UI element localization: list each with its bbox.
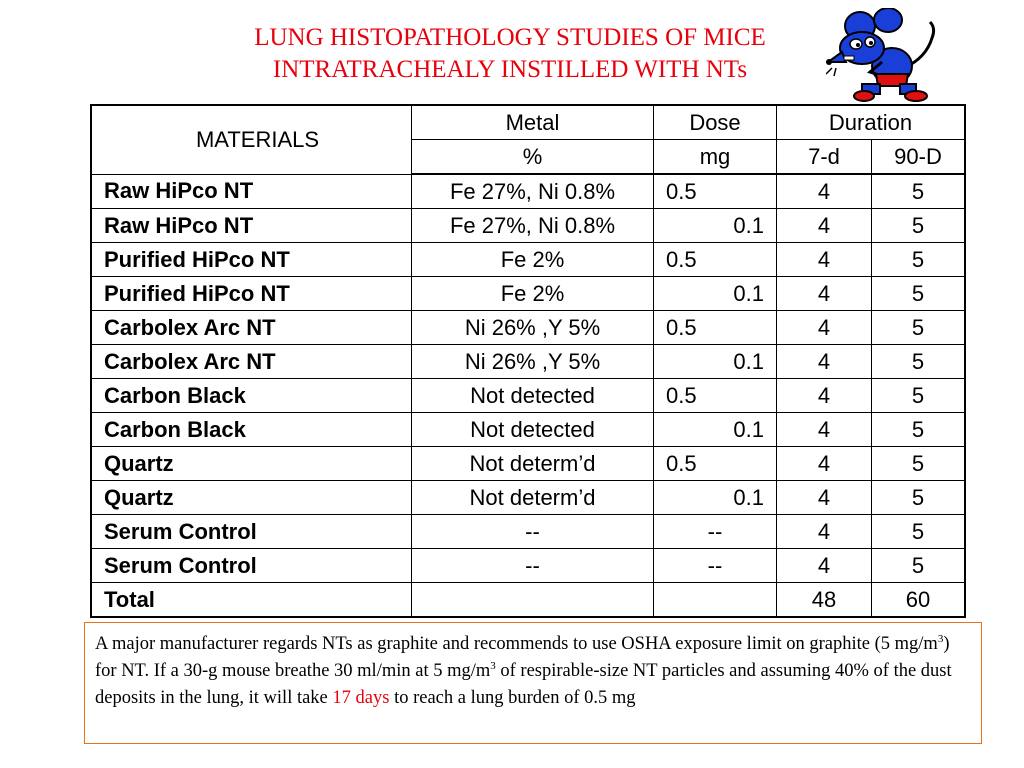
header-7d: 7-d bbox=[777, 140, 872, 175]
cell-90d: 5 bbox=[872, 413, 966, 447]
note-box bbox=[84, 622, 982, 744]
table-header-row-1 bbox=[91, 105, 965, 140]
cell-material: Serum Control bbox=[91, 549, 412, 583]
cell-metal: Fe 27%, Ni 0.8% bbox=[412, 174, 654, 209]
cell-90d: 5 bbox=[872, 174, 966, 209]
cell-dose: 0.1 bbox=[654, 481, 777, 515]
cell-90d: 5 bbox=[872, 209, 966, 243]
cell-dose: 0.5 bbox=[654, 174, 777, 209]
cell-90d: 5 bbox=[872, 277, 966, 311]
mouse-eye bbox=[850, 39, 862, 49]
cell-90d: 5 bbox=[872, 481, 966, 515]
cell-metal: Ni 26% ,Y 5% bbox=[412, 311, 654, 345]
cell-metal: Fe 2% bbox=[412, 243, 654, 277]
title-line-1: LUNG HISTOPATHOLOGY STUDIES OF MICE bbox=[254, 24, 766, 51]
table-total-row bbox=[91, 583, 965, 618]
cell-material: Purified HiPco NT bbox=[91, 277, 412, 311]
cell-7d: 4 bbox=[777, 311, 872, 345]
page-title bbox=[150, 22, 870, 86]
table-row bbox=[91, 515, 965, 549]
cell-dose: -- bbox=[654, 515, 777, 549]
mouse-shoe-left bbox=[854, 91, 874, 101]
mouse-nose bbox=[826, 59, 832, 65]
cell-material: Carbolex Arc NT bbox=[91, 345, 412, 379]
cell-7d: 4 bbox=[777, 243, 872, 277]
cell-material: Serum Control bbox=[91, 515, 412, 549]
cell-7d: 4 bbox=[777, 209, 872, 243]
total-dose-empty bbox=[654, 583, 777, 618]
cell-dose: 0.1 bbox=[654, 209, 777, 243]
table-row bbox=[91, 345, 965, 379]
cell-material: Quartz bbox=[91, 447, 412, 481]
cell-metal: Not detected bbox=[412, 413, 654, 447]
table-row bbox=[91, 277, 965, 311]
header-metal-unit: % bbox=[412, 140, 654, 175]
cell-90d: 5 bbox=[872, 515, 966, 549]
title-line-2: INTRATRACHEALY INSTILLED WITH NTs bbox=[272, 56, 748, 83]
cartoon-mouse-image bbox=[826, 8, 940, 102]
total-metal-empty bbox=[412, 583, 654, 618]
note-text-3: of respirable-size NT particles and assuming 40% of the dust deposits in the lung, it will take bbox=[95, 661, 952, 708]
header-90d: 90-D bbox=[872, 140, 966, 175]
cell-90d: 5 bbox=[872, 447, 966, 481]
header-dose-unit: mg bbox=[654, 140, 777, 175]
cell-90d: 5 bbox=[872, 345, 966, 379]
cell-metal: Not determ’d bbox=[412, 447, 654, 481]
cell-dose: 0.1 bbox=[654, 277, 777, 311]
cell-7d: 4 bbox=[777, 174, 872, 209]
cell-dose: 0.1 bbox=[654, 413, 777, 447]
total-label: Total bbox=[91, 583, 412, 618]
table-row bbox=[91, 311, 965, 345]
cell-metal: Fe 27%, Ni 0.8% bbox=[412, 209, 654, 243]
note-sup-2: 3 bbox=[490, 659, 496, 672]
note-sup-1: 3 bbox=[937, 632, 944, 645]
table-row bbox=[91, 481, 965, 515]
note-text-1: A major manufacturer regards NTs as graphite and recommends to use OSHA exposure limit on graphite (5 mg/m bbox=[95, 634, 938, 654]
cell-material: Carbolex Arc NT bbox=[91, 311, 412, 345]
note-text-2: ) for NT. If a 30-g mouse breathe 30 ml/min at 5 mg/m bbox=[95, 634, 950, 681]
materials-table bbox=[90, 104, 966, 618]
header-duration: Duration bbox=[777, 105, 966, 140]
header-metal: Metal bbox=[412, 105, 654, 140]
total-7d: 48 bbox=[777, 583, 872, 618]
cell-material: Raw HiPco NT bbox=[91, 174, 412, 209]
cell-7d: 4 bbox=[777, 481, 872, 515]
cell-material: Carbon Black bbox=[91, 413, 412, 447]
header-dose: Dose bbox=[654, 105, 777, 140]
table-row bbox=[91, 379, 965, 413]
cell-90d: 5 bbox=[872, 379, 966, 413]
cell-7d: 4 bbox=[777, 549, 872, 583]
table-row bbox=[91, 243, 965, 277]
cell-material: Purified HiPco NT bbox=[91, 243, 412, 277]
mouse-ear-right bbox=[874, 8, 902, 32]
mouse-shoe-right bbox=[905, 91, 927, 101]
cell-dose: 0.5 bbox=[654, 243, 777, 277]
cell-material: Raw HiPco NT bbox=[91, 209, 412, 243]
cell-material: Quartz bbox=[91, 481, 412, 515]
note-text-4: to reach a lung burden of 0.5 mg bbox=[389, 688, 636, 708]
cell-dose: 0.1 bbox=[654, 345, 777, 379]
cell-dose: 0.5 bbox=[654, 311, 777, 345]
note-highlight: 17 days bbox=[332, 688, 390, 708]
cell-metal: -- bbox=[412, 515, 654, 549]
cell-metal: Not determ’d bbox=[412, 481, 654, 515]
cell-dose: 0.5 bbox=[654, 379, 777, 413]
cell-7d: 4 bbox=[777, 345, 872, 379]
table-row bbox=[91, 413, 965, 447]
cell-metal: Not detected bbox=[412, 379, 654, 413]
cell-metal: Fe 2% bbox=[412, 277, 654, 311]
table-row bbox=[91, 447, 965, 481]
total-90d: 60 bbox=[872, 583, 966, 618]
cell-7d: 4 bbox=[777, 515, 872, 549]
cell-metal: Ni 26% ,Y 5% bbox=[412, 345, 654, 379]
table-row bbox=[91, 174, 965, 209]
table-row bbox=[91, 209, 965, 243]
cell-material: Carbon Black bbox=[91, 379, 412, 413]
cell-dose: 0.5 bbox=[654, 447, 777, 481]
cell-90d: 5 bbox=[872, 311, 966, 345]
cell-metal: -- bbox=[412, 549, 654, 583]
cell-90d: 5 bbox=[872, 243, 966, 277]
cell-7d: 4 bbox=[777, 277, 872, 311]
cell-90d: 5 bbox=[872, 549, 966, 583]
table-row bbox=[91, 549, 965, 583]
cell-7d: 4 bbox=[777, 447, 872, 481]
header-materials: MATERIALS bbox=[91, 105, 412, 174]
cell-7d: 4 bbox=[777, 413, 872, 447]
cell-dose: -- bbox=[654, 549, 777, 583]
cell-7d: 4 bbox=[777, 379, 872, 413]
